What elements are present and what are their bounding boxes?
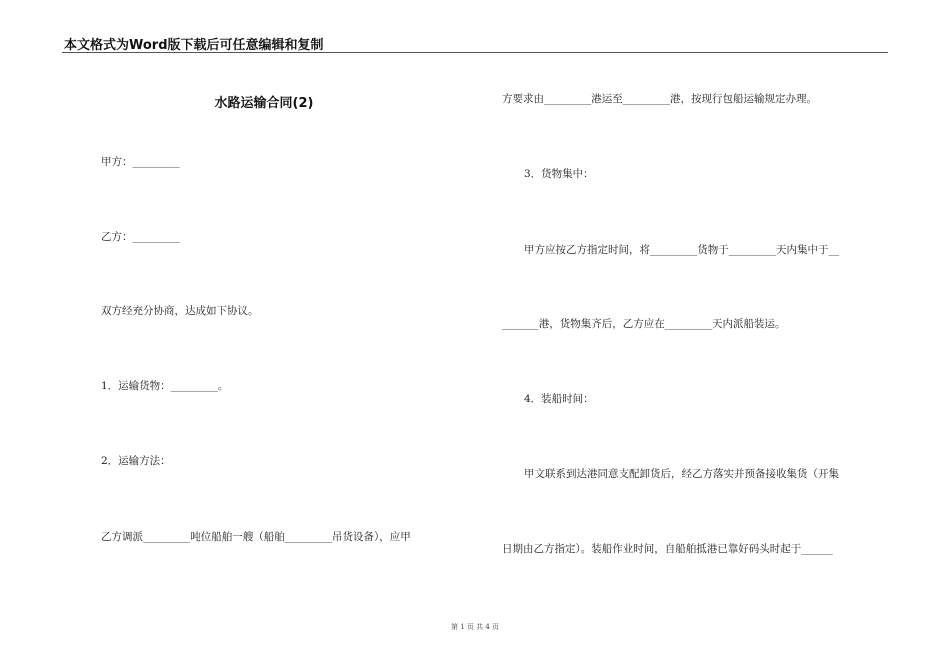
party-b-line: 乙方：_________ bbox=[101, 231, 180, 243]
party-a-line: 甲方：_________ bbox=[101, 156, 180, 168]
clause-3-body-line-2: _______港，货物集齐后，乙方应在_________天内派船装运。 bbox=[502, 318, 786, 330]
page-number: 第 1 页 共 4 页 bbox=[450, 623, 500, 631]
clause-4-heading: 4．装船时间： bbox=[524, 393, 594, 405]
document-header: 本文格式为Word版下载后可任意编辑和复制 bbox=[64, 38, 324, 53]
clause-1-goods: 1．运输货物：_________。 bbox=[101, 380, 229, 392]
clause-2-body-line-2: 方要求由_________港运至_________港，按现行包船运输规定办理。 bbox=[502, 93, 817, 105]
clause-2-body-line-1: 乙方调派_________吨位船舶一艘（船舶_________吊货设备），应甲 bbox=[101, 531, 411, 543]
document-title: 水路运输合同(2) bbox=[214, 96, 314, 111]
clause-3-heading: 3．货物集中： bbox=[524, 168, 594, 180]
agreement-intro: 双方经充分协商，达成如下协议。 bbox=[101, 305, 259, 317]
header-divider bbox=[62, 52, 888, 53]
clause-4-body-line-2: 日期由乙方指定）。装船作业时间，自船舶抵港已靠好码头时起于______ bbox=[502, 543, 833, 555]
clause-2-heading: 2．运输方法： bbox=[101, 455, 171, 467]
clause-3-body-line-1: 甲方应按乙方指定时间，将_________货物于_________天内集中于__ bbox=[524, 244, 839, 256]
clause-4-body-line-1: 甲文联系到达港同意支配卸货后，经乙方落实并预备接收集货（开集 bbox=[524, 468, 839, 480]
